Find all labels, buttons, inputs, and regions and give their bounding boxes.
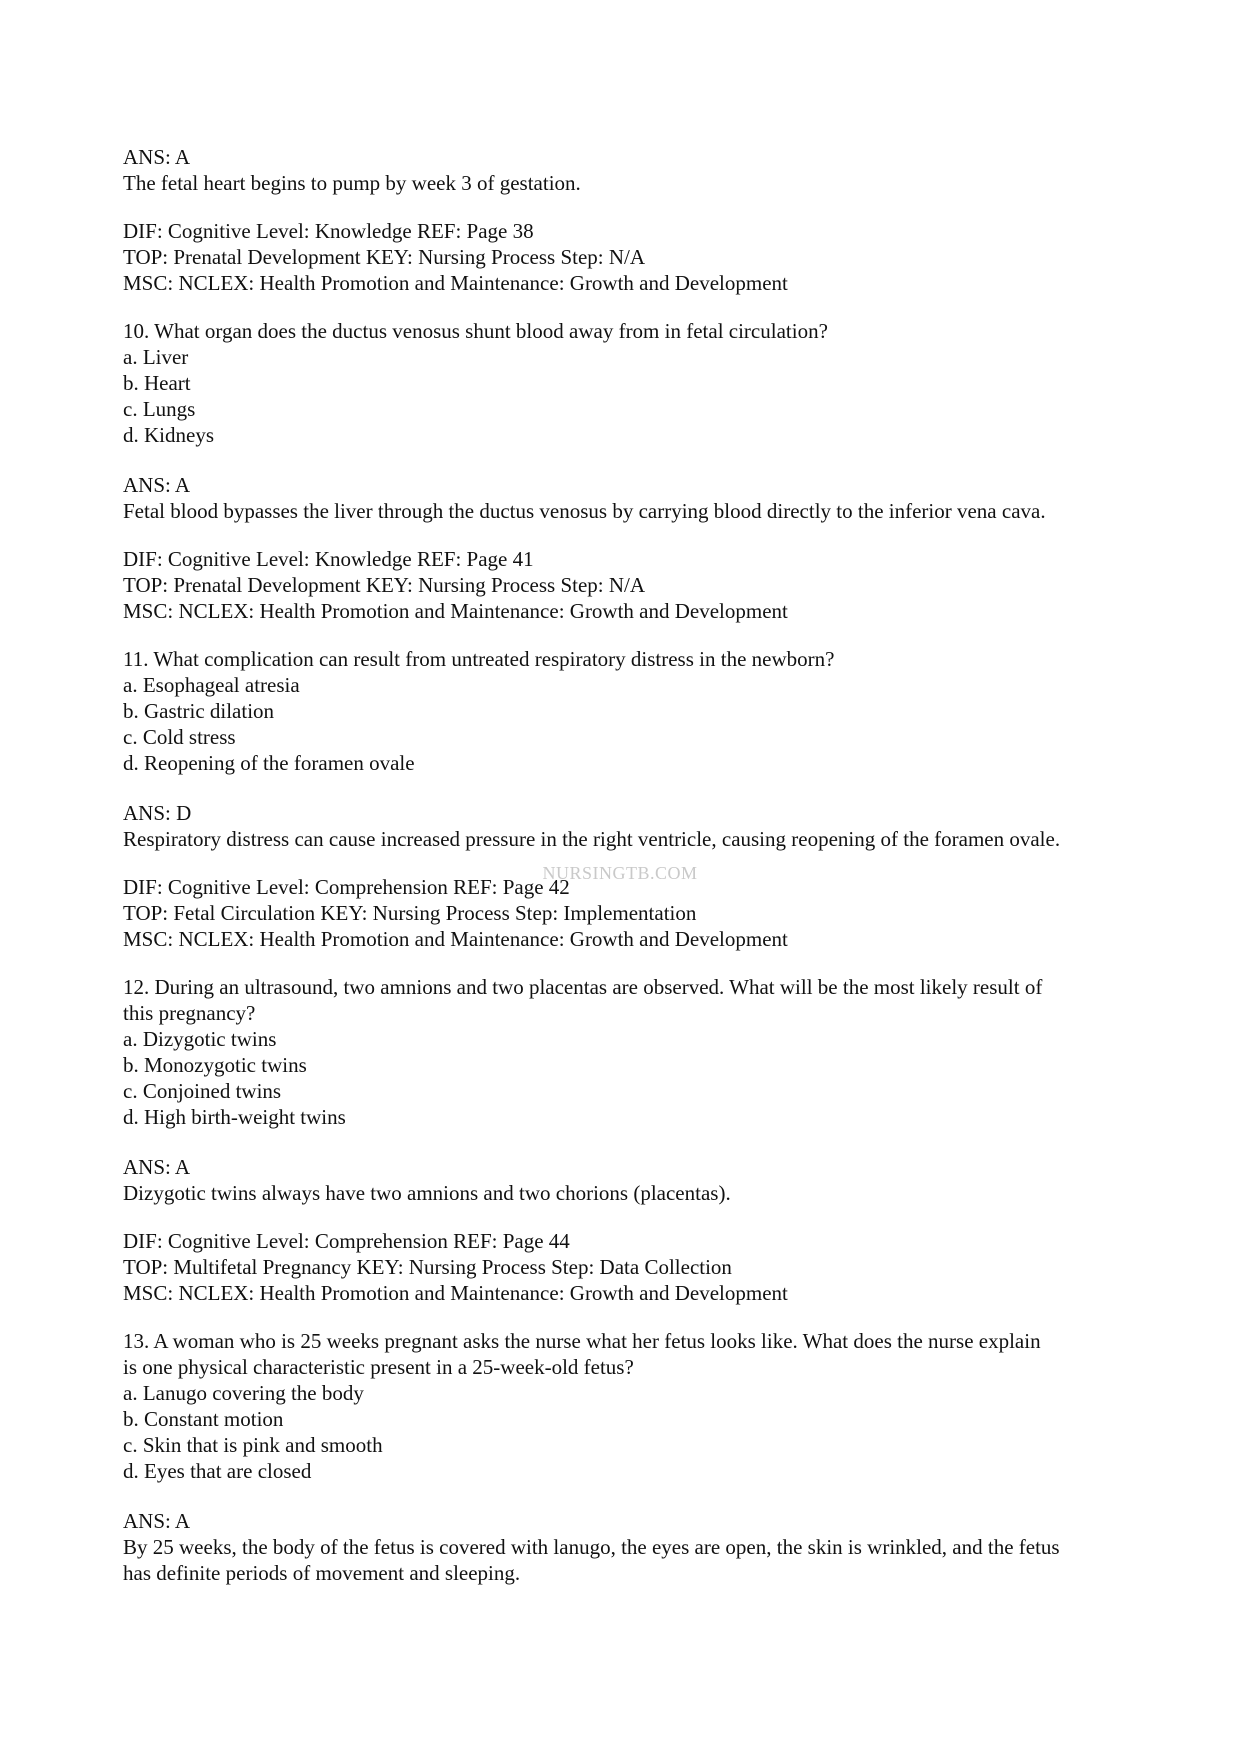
option-d: d. High birth-weight twins — [123, 1105, 346, 1129]
dif-line: DIF: Cognitive Level: Comprehension REF: Page 42 — [123, 875, 570, 899]
question-11 — [123, 646, 1123, 952]
option-a: a. Dizygotic twins — [123, 1027, 277, 1051]
option-a: a. Esophageal atresia — [123, 673, 300, 697]
question-10 — [123, 318, 1123, 624]
question-text-line-1: 13. A woman who is 25 weeks pregnant asks the nurse what her fetus looks like. What does the nurse explain — [123, 1329, 1041, 1353]
option-c: c. Skin that is pink and smooth — [123, 1433, 383, 1457]
answer-key: ANS: A — [123, 473, 191, 497]
question-text: 10. What organ does the ductus venosus shunt blood away from in fetal circulation? — [123, 319, 828, 343]
msc-line: MSC: NCLEX: Health Promotion and Maintenance: Growth and Development — [123, 927, 788, 951]
option-c: c. Lungs — [123, 397, 196, 421]
rationale-line-2: has definite periods of movement and sleeping. — [123, 1561, 521, 1585]
top-line: TOP: Prenatal Development KEY: Nursing Process Step: N/A — [123, 245, 646, 269]
option-b: b. Gastric dilation — [123, 699, 275, 723]
rationale: The fetal heart begins to pump by week 3 of gestation. — [123, 171, 581, 195]
watermark: NURSINGTB.COM — [542, 863, 698, 883]
option-d: d. Kidneys — [123, 423, 214, 447]
answer-key: ANS: D — [123, 801, 192, 825]
option-d: d. Reopening of the foramen ovale — [123, 751, 415, 775]
option-a: a. Lanugo covering the body — [123, 1381, 364, 1405]
document-page — [123, 144, 1123, 1586]
option-c: c. Conjoined twins — [123, 1079, 282, 1103]
msc-line: MSC: NCLEX: Health Promotion and Maintenance: Growth and Development — [123, 1281, 788, 1305]
answer-block-q9 — [123, 144, 1123, 296]
answer-key: ANS: A — [123, 145, 191, 169]
rationale: Respiratory distress can cause increased pressure in the right ventricle, causing reopening of the foramen ovale. — [123, 827, 1061, 851]
option-d: d. Eyes that are closed — [123, 1459, 312, 1483]
option-a: a. Liver — [123, 345, 189, 369]
rationale: Fetal blood bypasses the liver through the ductus venosus by carrying blood directly to the inferior vena cava. — [123, 499, 1046, 523]
question-text-line-2: is one physical characteristic present in a 25-week-old fetus? — [123, 1355, 634, 1379]
msc-line: MSC: NCLEX: Health Promotion and Maintenance: Growth and Development — [123, 599, 788, 623]
question-text-line-2: this pregnancy? — [123, 1001, 256, 1025]
rationale: Dizygotic twins always have two amnions and two chorions (placentas). — [123, 1181, 731, 1205]
option-b: b. Monozygotic twins — [123, 1053, 307, 1077]
msc-line: MSC: NCLEX: Health Promotion and Maintenance: Growth and Development — [123, 271, 788, 295]
question-13 — [123, 1328, 1123, 1586]
answer-key: ANS: A — [123, 1155, 191, 1179]
question-12 — [123, 974, 1123, 1306]
question-text: 11. What complication can result from untreated respiratory distress in the newborn? — [123, 647, 835, 671]
dif-line: DIF: Cognitive Level: Knowledge REF: Page 38 — [123, 219, 534, 243]
option-b: b. Heart — [123, 371, 191, 395]
option-c: c. Cold stress — [123, 725, 236, 749]
top-line: TOP: Fetal Circulation KEY: Nursing Process Step: Implementation — [123, 901, 697, 925]
question-text-line-1: 12. During an ultrasound, two amnions and two placentas are observed. What will be the most likely result of — [123, 975, 1043, 999]
answer-key: ANS: A — [123, 1509, 191, 1533]
top-line: TOP: Prenatal Development KEY: Nursing Process Step: N/A — [123, 573, 646, 597]
dif-line: DIF: Cognitive Level: Knowledge REF: Page 41 — [123, 547, 534, 571]
rationale-line-1: By 25 weeks, the body of the fetus is covered with lanugo, the eyes are open, the skin is wrinkled, and the fetus — [123, 1535, 1060, 1559]
dif-line: DIF: Cognitive Level: Comprehension REF: Page 44 — [123, 1229, 570, 1253]
top-line: TOP: Multifetal Pregnancy KEY: Nursing Process Step: Data Collection — [123, 1255, 732, 1279]
option-b: b. Constant motion — [123, 1407, 284, 1431]
